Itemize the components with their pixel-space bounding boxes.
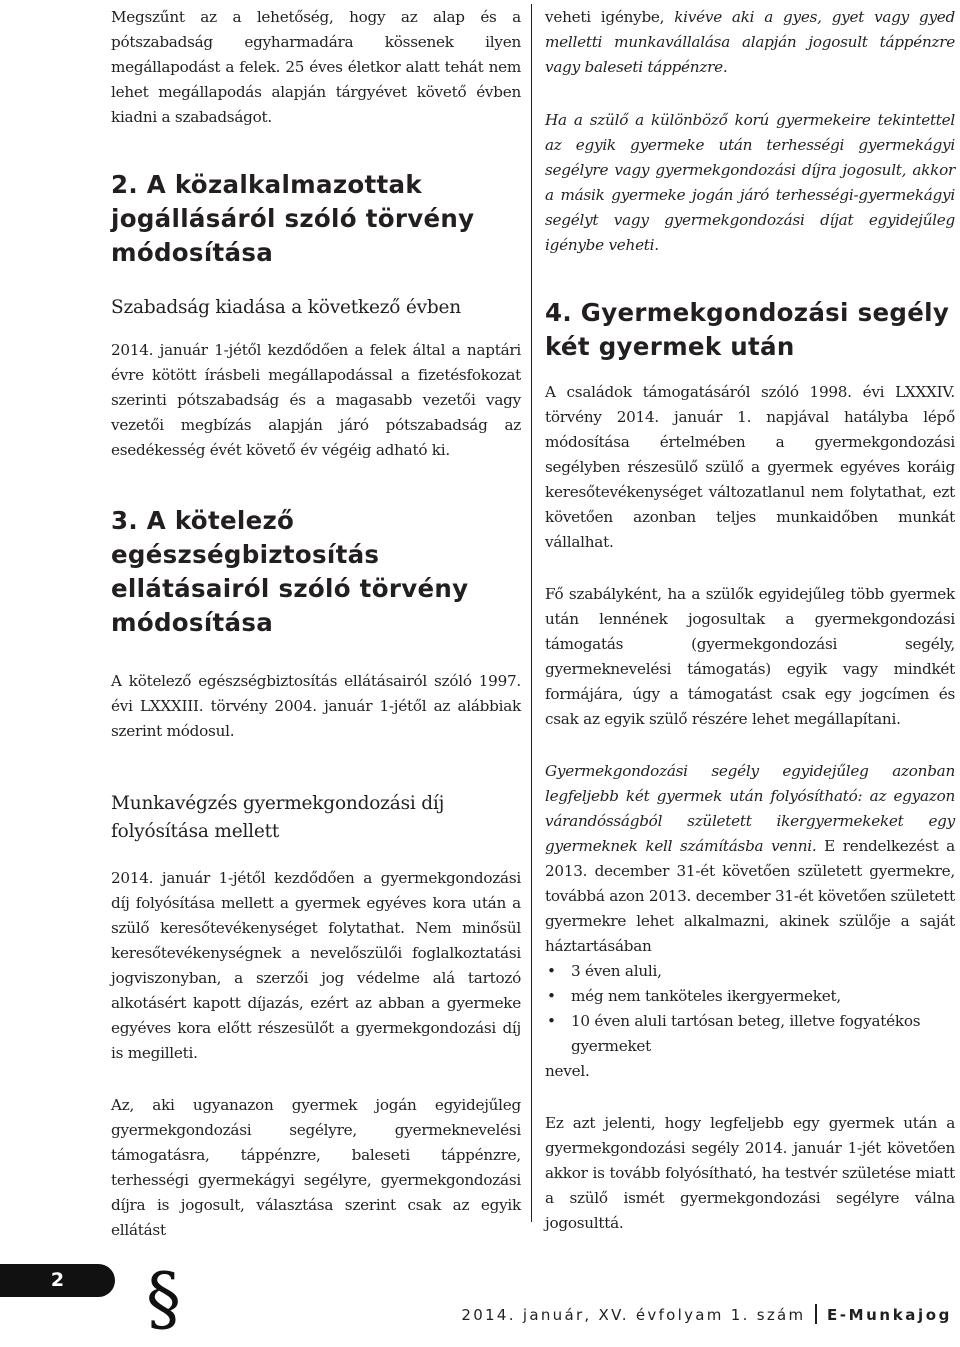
- page-number: 2: [50, 1269, 65, 1291]
- right-column: [545, 0, 955, 1236]
- paragraph: [545, 5, 955, 80]
- paragraph: Az, aki ugyanazon gyermek jogán egyidejűleg gyermekgondozási segélyre, gyermeknevelési támogatásra, táppénzre, baleseti táppénzre, terhességi gyermekágyi segélyre, gyermekgondozási díjra is jogosult, választása szerint csak az egyik ellátást: [111, 1096, 521, 1239]
- paragraph: 2014. január 1-jétől kezdődően a gyermekgondozási díj folyósítása mellett a gyermek egyéves kora után a szülő keresőtevékenységet folytathat. Nem minősül keresőtevékenységnek a nevelőszülői foglalkoztatási jogviszonyban, a szerzői jog védelme alá tartozó alkotásért kapott díjazás, ezért az abban a gyermeke egyéves kora előtt részesülőt a gyermekgondozási díj is megilleti.: [111, 869, 521, 1062]
- bullet-icon: •: [547, 962, 556, 980]
- text-run: veheti igénybe,: [545, 8, 675, 26]
- list-item: [545, 984, 955, 1009]
- list-item: [545, 1009, 955, 1059]
- paragraph: 2014. január 1-jétől kezdődően a felek által a naptári évre kötött írásbeli megállapodással a fizetésfokozat szerinti pótszabadság és a magasabb vezetői vagy vezetői megbízás alapján járó pótszabadság az esedékesség évét követő év végéig adható ki.: [111, 341, 521, 459]
- section-heading: 3. A kötelező egészségbiztosítás ellátásairól szóló törvény módosítása: [111, 506, 469, 637]
- bullet-icon: •: [547, 1012, 556, 1030]
- paragraph: A családok támogatásáról szóló 1998. évi LXXXIV. törvény 2014. január 1. napjával hatályba lépő módosítása értelmében a gyermekgondozási segélyben részesülő szülő a gyermek egyéves koráig keresőtevékenységet változatlanul nem folytathat, ezt követően azonban teljes munkaidőben munkát vállalhat.: [545, 383, 955, 551]
- list-item-text: 3 éven aluli,: [571, 962, 662, 980]
- list-item: [545, 959, 955, 984]
- publication-brand: E-Munkajog: [826, 1306, 952, 1324]
- text-run: E rendelkezést a 2013. december 31-ét követően született gyermekre, továbbá azon 2013. december 31-ét követően született gyermekre lehet alkalmazni, akinek szülője a saját háztartásában: [545, 837, 955, 955]
- footer-issue-line: [461, 1304, 952, 1324]
- paragraph: nevel.: [545, 1062, 590, 1080]
- column-divider: [531, 4, 532, 1222]
- subsection-heading: Munkavégzés gyermekgondozási díj folyósítása mellett: [111, 793, 445, 842]
- section-symbol-icon: §: [146, 1258, 181, 1340]
- section-heading: 2. A közalkalmazottak jogállásáról szóló törvény módosítása: [111, 170, 475, 267]
- footer-separator: [815, 1304, 817, 1324]
- italic-text-run: Gyermekgondozási segély egyidejűleg azonban legfeljebb két gyermek után folyósítható: az egyazon várandósságból született ikergyermekeket egy gyermeknek kell számításba venni.: [545, 762, 955, 855]
- italic-text-run: kivéve aki a gyes, gyet vagy gyed melletti munkavállalása alapján jogosult táppénzre vagy baleseti táppénzre.: [545, 8, 955, 76]
- bullet-icon: •: [547, 987, 556, 1005]
- section-heading: 4. Gyermekgondozási segély két gyermek után: [545, 298, 950, 361]
- italic-paragraph: Ha a szülő a különböző korú gyermekeire tekintettel az egyik gyermeke után terhességi gyermekágyi segélyre vagy gyermekgondozási díjra jogosult, akkor a másik gyermeke jogán járó terhességi-gyermekágyi segélyt vagy gyermekgondozási díjat egyidejűleg igénybe veheti.: [545, 111, 955, 254]
- page-number-tab: [0, 1264, 115, 1297]
- paragraph: Ez azt jelenti, hogy legfeljebb egy gyermek után a gyermekgondozási segély 2014. január 1-jét követően akkor is tovább folyósítható, ha testvér születése miatt a szülő ismét gyermekgondozási segélyre válna jogosulttá.: [545, 1114, 955, 1232]
- list-item-text: 10 éven aluli tartósan beteg, illetve fogyatékos gyermeket: [571, 1012, 921, 1055]
- bullet-list: [545, 959, 955, 1059]
- subsection-heading: Szabadság kiadása a következő évben: [111, 297, 461, 318]
- paragraph: [545, 759, 955, 959]
- paragraph: A kötelező egészségbiztosítás ellátásairól szóló 1997. évi LXXXIII. törvény 2004. január 1-jétől az alábbiak szerint módosul.: [111, 672, 521, 740]
- issue-info: 2014. január, XV. évfolyam 1. szám: [461, 1306, 806, 1324]
- left-column: [111, 0, 521, 1243]
- paragraph: Fő szabályként, ha a szülők egyidejűleg több gyermek után lennének jogosultak a gyermekgondozási támogatás (gyermekgondozási segély, gyermeknevelési támogatás) egyik vagy mindkét formájára, úgy a támogatást csak egy jogcímen és csak az egyik szülő részére lehet megállapítani.: [545, 585, 955, 728]
- paragraph: Megszűnt az a lehetőség, hogy az alap és a pótszabadság egyharmadára kössenek ilyen megállapodást a felek. 25 éves életkor alatt tehát nem lehet megállapodás alapján tárgyévet követő évben kiadni a szabadságot.: [111, 8, 521, 126]
- list-item-text: még nem tanköteles ikergyermeket,: [571, 987, 841, 1005]
